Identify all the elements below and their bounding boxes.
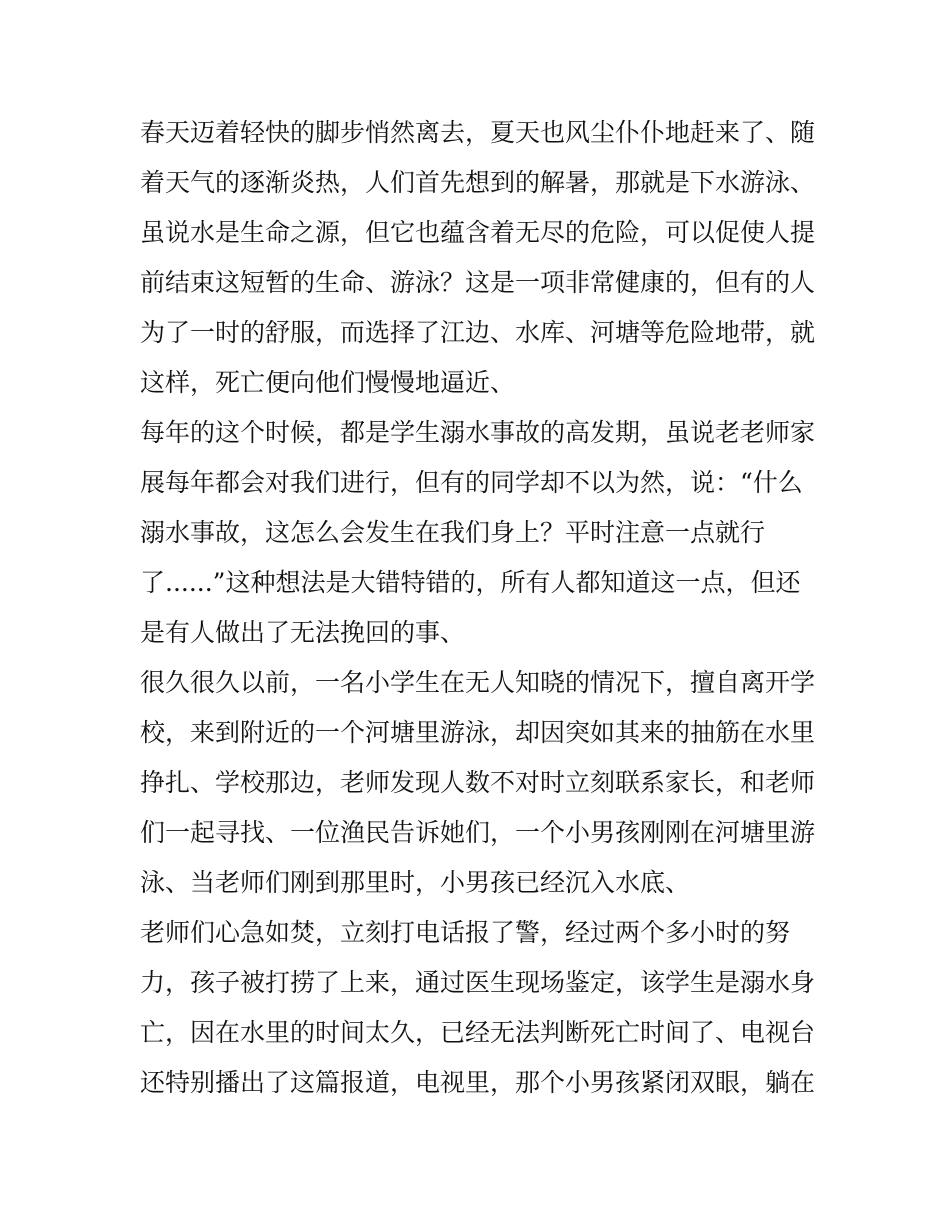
text-line: 为了一时的舒服，而选择了江边、水库、河塘等危险地带，就: [140, 318, 816, 347]
text-line: 溺水事故，这怎么会发生在我们身上？平时注意一点就行: [140, 518, 766, 547]
text-line: 挣扎、学校那边，老师发现人数不对时立刻联系家长，和老师: [140, 768, 816, 797]
text-line: 着天气的逐渐炎热，人们首先想到的解暑，那就是下水游泳、: [140, 168, 816, 197]
text-line: 还特别播出了这篇报道，电视里，那个小男孩紧闭双眼，躺在: [140, 1068, 816, 1097]
text-line: 老师们心急如焚，立刻打电话报了警，经过两个多小时的努: [140, 918, 791, 947]
text-line: 们一起寻找、一位渔民告诉她们，一个小男孩刚刚在河塘里游: [140, 818, 816, 847]
text-line: 亡，因在水里的时间太久，已经无法判断死亡时间了、电视台: [140, 1018, 816, 1047]
text-line: 了......”这种想法是大错特错的，所有人都知道这一点，但还: [140, 568, 801, 597]
text-line: 这样，死亡便向他们慢慢地逼近、: [140, 368, 516, 397]
document-body: [140, 108, 830, 1108]
text-line: 前结束这短暂的生命、游泳？这是一项非常健康的，但有的人: [140, 268, 816, 297]
text-line: 展每年都会对我们进行，但有的同学却不以为然，说：“什么: [140, 468, 803, 497]
text-line: 泳、当老师们刚到那里时，小男孩已经沉入水底、: [140, 868, 691, 897]
text-line: 每年的这个时候，都是学生溺水事故的高发期，虽说老老师家: [140, 418, 816, 447]
text-line: 力，孩子被打捞了上来，通过医生现场鉴定，该学生是溺水身: [140, 968, 816, 997]
text-line: 春天迈着轻快的脚步悄然离去，夏天也风尘仆仆地赶来了、随: [140, 118, 816, 147]
text-line: 虽说水是生命之源，但它也蕴含着无尽的危险，可以促使人提: [140, 218, 816, 247]
text-line: 是有人做出了无法挽回的事、: [140, 618, 466, 647]
text-line: 校，来到附近的一个河塘里游泳，却因突如其来的抽筋在水里: [140, 718, 816, 747]
text-line: 很久很久以前，一名小学生在无人知晓的情况下，擅自离开学: [140, 668, 816, 697]
